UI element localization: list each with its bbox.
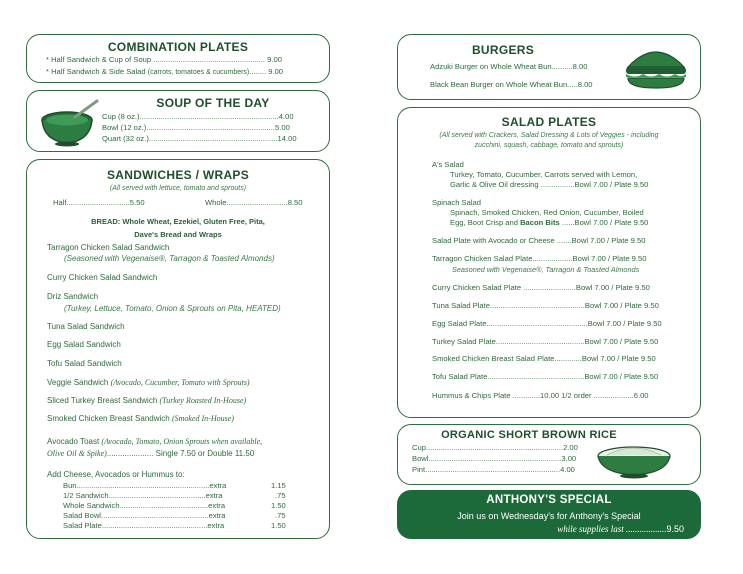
tarragon-chicken-desc: (Seasoned with Vegenaise®, Tarragon & Toasted Almonds) xyxy=(64,254,275,263)
adzuki-burger: Adzuki Burger on Whole Wheat Bun..........8.00 xyxy=(430,62,588,71)
combination-plates-panel xyxy=(26,34,330,83)
sandwiches-wraps-panel xyxy=(26,159,330,539)
soup-title: SOUP OF THE DAY xyxy=(156,96,270,110)
avocado-toast-price: Olive Oil & Spike)..................... Single 7.50 or Double 11.50 xyxy=(47,449,255,458)
salad-note-2: zucchini, squash, cabbage, tomato and sprouts) xyxy=(474,142,624,149)
spinach-salad-desc-2: Egg, Boot Crisp and Bacon Bits ......Bowl 7.00 / Plate 9.50 xyxy=(450,218,649,227)
rice-pint: Pint................................................................4.00 xyxy=(412,465,575,474)
egg-salad-sandwich: Egg Salad Sandwich xyxy=(47,340,121,349)
rice-bowl-icon xyxy=(593,439,675,479)
brown-rice-title: ORGANIC SHORT BROWN RICE xyxy=(441,429,617,441)
tofu-salad-sandwich: Tofu Salad Sandwich xyxy=(47,359,122,368)
sandwich-half-price: Half..............................5.50 xyxy=(53,198,145,207)
salad-plates-title: SALAD PLATES xyxy=(501,115,597,129)
black-bean-burger: Black Bean Burger on Whole Wheat Bun.....8.00 xyxy=(430,80,593,89)
extra-bun: Bun...............................................................extra 1.15 xyxy=(63,481,286,490)
anthonys-special-panel xyxy=(397,490,701,539)
salad-note-1: (All served with Crackers, Salad Dressing & Lots of Veggies - including xyxy=(439,132,659,139)
add-ons-heading: Add Cheese, Avocados or Hummus to: xyxy=(47,470,185,479)
bread-options-line1: BREAD: Whole Wheat, Ezekiel, Gluten Free, Pita, xyxy=(91,217,265,226)
as-salad-desc-1: Turkey, Tomato, Cucumber, Carrots served with Lemon, xyxy=(450,170,638,179)
rice-cup: Cup.................................................................2.00 xyxy=(412,443,578,452)
anthonys-special-title: ANTHONY'S SPECIAL xyxy=(486,494,612,506)
combo-item-salad: * Half Sandwich & Side Salad (carrots, tomatoes & cucumbers)........ 9.00 xyxy=(46,67,284,76)
anthonys-special-line: Join us on Wednesday's for Anthony's Special xyxy=(457,511,641,521)
anthonys-special-supplies: while supplies last ..................9.50 xyxy=(557,524,684,534)
spinach-salad: Spinach Salad xyxy=(432,198,481,207)
tarragon-salad-note: Seasoned with Vegenaise®, Tarragon & Toasted Almonds xyxy=(452,265,640,274)
extra-salad-bowl: Salad Bowl...................................................extra .75 xyxy=(63,511,286,520)
smoked-chicken-sandwich: Smoked Chicken Breast Sandwich (Smoked In-House) xyxy=(47,414,234,423)
burgers-panel xyxy=(397,34,701,100)
combo-item-soup: * Half Sandwich & Cup of Soup ..................................................... 9.00 xyxy=(46,55,282,64)
as-salad: A's Salad xyxy=(432,160,464,169)
hummus-chips-plate: Hummus & Chips Plate .............10.00 1/2 order ...................6.00 xyxy=(432,391,649,400)
soup-bowl-icon xyxy=(35,93,101,149)
tarragon-salad-plate: Tarragon Chicken Salad Plate...................Bowl 7.00 / Plate 9.50 xyxy=(432,254,647,263)
sandwich-whole-price: Whole.............................8.50 xyxy=(205,198,303,207)
soup-cup: Cup (8 oz.)..................................................................4.00 xyxy=(102,112,294,121)
egg-salad-plate: Egg Salad Plate................................................Bowl 7.00 / Plate 9.50 xyxy=(432,319,662,328)
tuna-salad-plate: Tuna Salad Plate.............................................Bowl 7.00 / Plate 9.50 xyxy=(432,301,659,310)
salad-plates-panel xyxy=(397,107,701,418)
salad-plate-avocado: Salad Plate with Avocado or Cheese .......Bowl 7.00 / Plate 9.50 xyxy=(432,236,646,245)
as-salad-desc-2: Garlic & Olive Oil dressing ................Bowl 7.00 / Plate 9.50 xyxy=(450,180,649,189)
turkey-salad-plate: Turkey Salad Plate..........................................Bowl 7.00 / Plate 9.50 xyxy=(432,337,659,346)
bread-options-line2: Dave's Bread and Wraps xyxy=(134,230,222,239)
tarragon-chicken-sandwich: Tarragon Chicken Salad Sandwich xyxy=(47,243,170,252)
driz-desc: (Turkey, Lettuce, Tomato, Onion & Sprouts on Pita, HEATED) xyxy=(64,304,281,313)
tuna-salad-sandwich: Tuna Salad Sandwich xyxy=(47,322,125,331)
burgers-title: BURGERS xyxy=(471,43,535,57)
extra-half-sandwich: 1/2 Sandwich..............................................extra .75 xyxy=(63,491,286,500)
burger-icon xyxy=(623,43,689,93)
spinach-salad-desc-1: Spinach, Smoked Chicken, Red Onion, Cucumber, Boiled xyxy=(450,208,644,217)
curry-salad-plate: Curry Chicken Salad Plate .........................Bowl 7.00 / Plate 9.50 xyxy=(432,283,650,292)
soup-bowl: Bowl (12 oz.).............................................................5.00 xyxy=(102,123,290,132)
sandwiches-note: (All served with lettuce, tomato and sprouts) xyxy=(109,185,247,192)
extra-salad-plate: Salad Plate..................................................extra 1.50 xyxy=(63,521,286,530)
rice-bowl: Bowl...............................................................3.00 xyxy=(412,454,577,463)
smoked-chicken-salad-plate: Smoked Chicken Breast Salad Plate.............Bowl 7.00 / Plate 9.50 xyxy=(432,354,656,363)
sandwiches-title: SANDWICHES / WRAPS xyxy=(106,168,250,182)
curry-chicken-sandwich: Curry Chicken Salad Sandwich xyxy=(47,273,158,282)
soup-of-the-day-panel xyxy=(26,90,330,152)
combination-plates-title: COMBINATION PLATES xyxy=(107,40,249,54)
veggie-sandwich: Veggie Sandwich (Avocado, Cucumber, Tomato with Sprouts) xyxy=(47,378,250,387)
soup-quart: Quart (32 oz.).............................................................14.00 xyxy=(102,134,297,143)
avocado-toast: Avocado Toast (Avocado, Tomato, Onion Sprouts when available, xyxy=(47,437,263,446)
brown-rice-panel xyxy=(397,424,701,485)
tofu-salad-plate: Tofu Salad Plate..............................................Bowl 7.00 / Plate 9.50 xyxy=(432,372,659,381)
extra-whole-sandwich: Whole Sandwich..........................................extra 1.50 xyxy=(63,501,286,510)
driz-sandwich: Driz Sandwich xyxy=(47,292,99,301)
sliced-turkey-sandwich: Sliced Turkey Breast Sandwich (Turkey Roasted In-House) xyxy=(47,396,247,405)
